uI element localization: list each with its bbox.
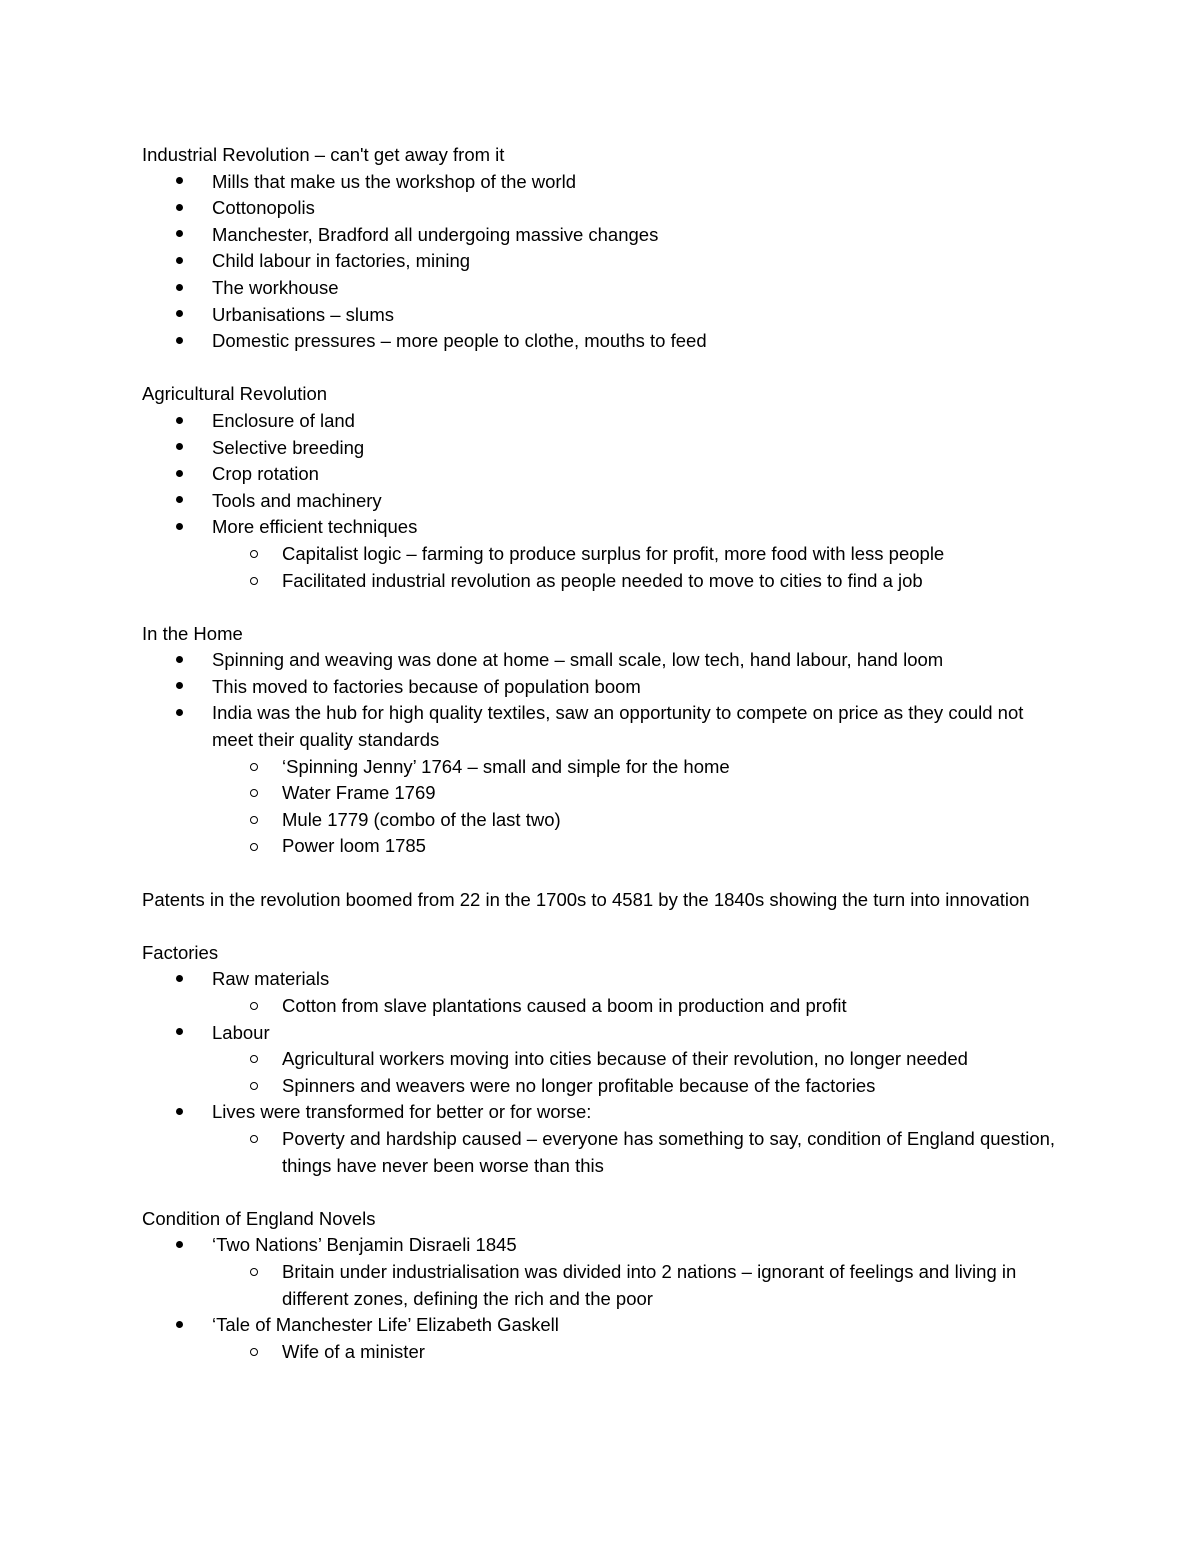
list-item [142, 302, 1062, 329]
sub-list [212, 1259, 1062, 1312]
bullet-list [142, 169, 1062, 355]
bullet-icon [176, 1312, 196, 1339]
section-heading: In the Home [142, 622, 243, 644]
list-item-text: Spinning and weaving was done at home – small scale, low tech, hand labour, hand loom [212, 649, 944, 671]
list-item [142, 1312, 1062, 1365]
list-item-text: Urbanisations – slums [212, 303, 394, 325]
bullet-icon [176, 488, 196, 515]
bullet-icon [176, 966, 196, 993]
list-item [142, 408, 1062, 435]
sub-list [212, 541, 1062, 594]
list-item-text: Selective breeding [212, 436, 365, 458]
sub-list-item-text: Poverty and hardship caused – everyone has something to say, condition of England question, things have never been worse than this [282, 1127, 1056, 1176]
sub-list-item [142, 541, 1062, 568]
sub-list [212, 754, 1062, 860]
list-item-text: Labour [212, 1021, 270, 1043]
bullet-icon [176, 700, 196, 727]
sub-list-item [142, 1259, 1062, 1312]
sub-list [212, 1339, 1062, 1366]
sub-list-item [142, 1339, 1062, 1366]
sub-list-item [142, 1073, 1062, 1100]
sub-list-item-text: Water Frame 1769 [282, 782, 436, 804]
bullet-icon [176, 461, 196, 488]
bullet-icon [176, 514, 196, 541]
list-item [142, 674, 1062, 701]
bullet-icon [176, 647, 196, 674]
circle-bullet-icon [250, 541, 270, 568]
list-item [142, 435, 1062, 462]
list-item-text: Raw materials [212, 968, 330, 990]
sub-list-item-text: Cotton from slave plantations caused a boom in production and profit [282, 995, 847, 1016]
circle-bullet-icon [250, 1126, 270, 1153]
circle-bullet-icon [250, 1046, 270, 1073]
section [142, 381, 1062, 594]
circle-bullet-icon [250, 1339, 270, 1366]
list-item [142, 461, 1062, 488]
circle-bullet-icon [250, 780, 270, 807]
sub-list-item [142, 807, 1062, 834]
list-item-text: Manchester, Bradford all undergoing massive changes [212, 223, 659, 245]
list-item-text: Enclosure of land [212, 409, 355, 431]
list-item-text: ‘Two Nations’ Benjamin Disraeli 1845 [212, 1234, 517, 1256]
bullet-icon [176, 1232, 196, 1259]
sub-list-item [142, 568, 1062, 595]
list-item [142, 1099, 1062, 1179]
list-item [142, 700, 1062, 860]
sub-list-item [142, 993, 1062, 1020]
list-item [142, 1020, 1062, 1100]
section [142, 621, 1062, 860]
sub-list-item [142, 833, 1062, 860]
bullet-icon [176, 328, 196, 355]
bullet-icon [176, 1099, 196, 1126]
list-item-text: Crop rotation [212, 463, 319, 485]
list-item-text: Tools and machinery [212, 489, 382, 511]
bullet-icon [176, 169, 196, 196]
sub-list-item-text: Power loom 1785 [282, 835, 426, 857]
list-item [142, 514, 1062, 594]
sub-list-item [142, 1126, 1062, 1179]
list-item [142, 488, 1062, 515]
circle-bullet-icon [250, 568, 270, 595]
list-item-text: Lives were transformed for better or for worse: [212, 1101, 592, 1123]
sub-list-item [142, 754, 1062, 781]
list-item [142, 328, 1062, 355]
section-heading: Industrial Revolution – can't get away from it [142, 144, 505, 165]
list-item-text: ‘Tale of Manchester Life’ Elizabeth Gaskell [212, 1314, 559, 1336]
circle-bullet-icon [250, 1073, 270, 1100]
list-item-text: The workhouse [212, 276, 339, 298]
sub-list-item-text: Mule 1779 (combo of the last two) [282, 808, 561, 830]
sub-list-item-text: Britain under industrialisation was divided into 2 nations – ignorant of feelings and living in different zones, defining the rich and the poor [282, 1260, 1017, 1309]
bullet-icon [176, 674, 196, 701]
document-body [142, 142, 1062, 1365]
list-item [142, 966, 1062, 1019]
circle-bullet-icon [250, 807, 270, 834]
bullet-icon [176, 248, 196, 275]
list-item-text: Mills that make us the workshop of the world [212, 170, 576, 192]
list-item [142, 195, 1062, 222]
bullet-icon [176, 1020, 196, 1047]
section-heading: Factories [142, 941, 219, 963]
circle-bullet-icon [250, 833, 270, 860]
bullet-icon [176, 435, 196, 462]
list-item [142, 1232, 1062, 1312]
list-item-text: This moved to factories because of population boom [212, 675, 641, 697]
paragraph: Patents in the revolution boomed from 22 in the 1700s to 4581 by the 1840s showing the turn into innovation [142, 888, 1030, 910]
bullet-list [142, 1232, 1062, 1365]
bullet-list [142, 408, 1062, 594]
list-item-text: Child labour in factories, mining [212, 250, 471, 272]
list-item [142, 169, 1062, 196]
list-item-text: India was the hub for high quality textiles, saw an opportunity to compete on price as they could not meet their quality standards [212, 702, 1024, 751]
sub-list-item [142, 1046, 1062, 1073]
circle-bullet-icon [250, 754, 270, 781]
sub-list [212, 1046, 1062, 1099]
section [142, 142, 1062, 355]
bullet-icon [176, 408, 196, 435]
sub-list-item-text: Agricultural workers moving into cities because of their revolution, no longer needed [282, 1048, 968, 1070]
circle-bullet-icon [250, 993, 270, 1020]
sub-list-item [142, 780, 1062, 807]
sub-list-item-text: ‘Spinning Jenny’ 1764 – small and simple for the home [282, 755, 730, 777]
list-item [142, 275, 1062, 302]
sub-list [212, 993, 1062, 1020]
sub-list-item-text: Capitalist logic – farming to produce surplus for profit, more food with less people [282, 542, 945, 564]
bullet-icon [176, 275, 196, 302]
sub-list [212, 1126, 1062, 1179]
bullet-icon [176, 302, 196, 329]
section-heading: Condition of England Novels [142, 1207, 376, 1229]
circle-bullet-icon [250, 1259, 270, 1286]
bullet-icon [176, 222, 196, 249]
sub-list-item-text: Facilitated industrial revolution as people needed to move to cities to find a job [282, 569, 923, 591]
list-item-text: Cottonopolis [212, 197, 315, 219]
list-item [142, 647, 1062, 674]
list-item [142, 248, 1062, 275]
list-item [142, 222, 1062, 249]
sub-list-item-text: Wife of a minister [282, 1340, 425, 1362]
section [142, 940, 1062, 1179]
section [142, 1206, 1062, 1366]
bullet-icon [176, 195, 196, 222]
bullet-list [142, 647, 1062, 860]
list-item-text: More efficient techniques [212, 516, 418, 538]
list-item-text: Domestic pressures – more people to clothe, mouths to feed [212, 330, 707, 352]
bullet-list [142, 966, 1062, 1179]
sub-list-item-text: Spinners and weavers were no longer profitable because of the factories [282, 1074, 876, 1096]
section [142, 887, 1062, 914]
section-heading: Agricultural Revolution [142, 383, 328, 405]
